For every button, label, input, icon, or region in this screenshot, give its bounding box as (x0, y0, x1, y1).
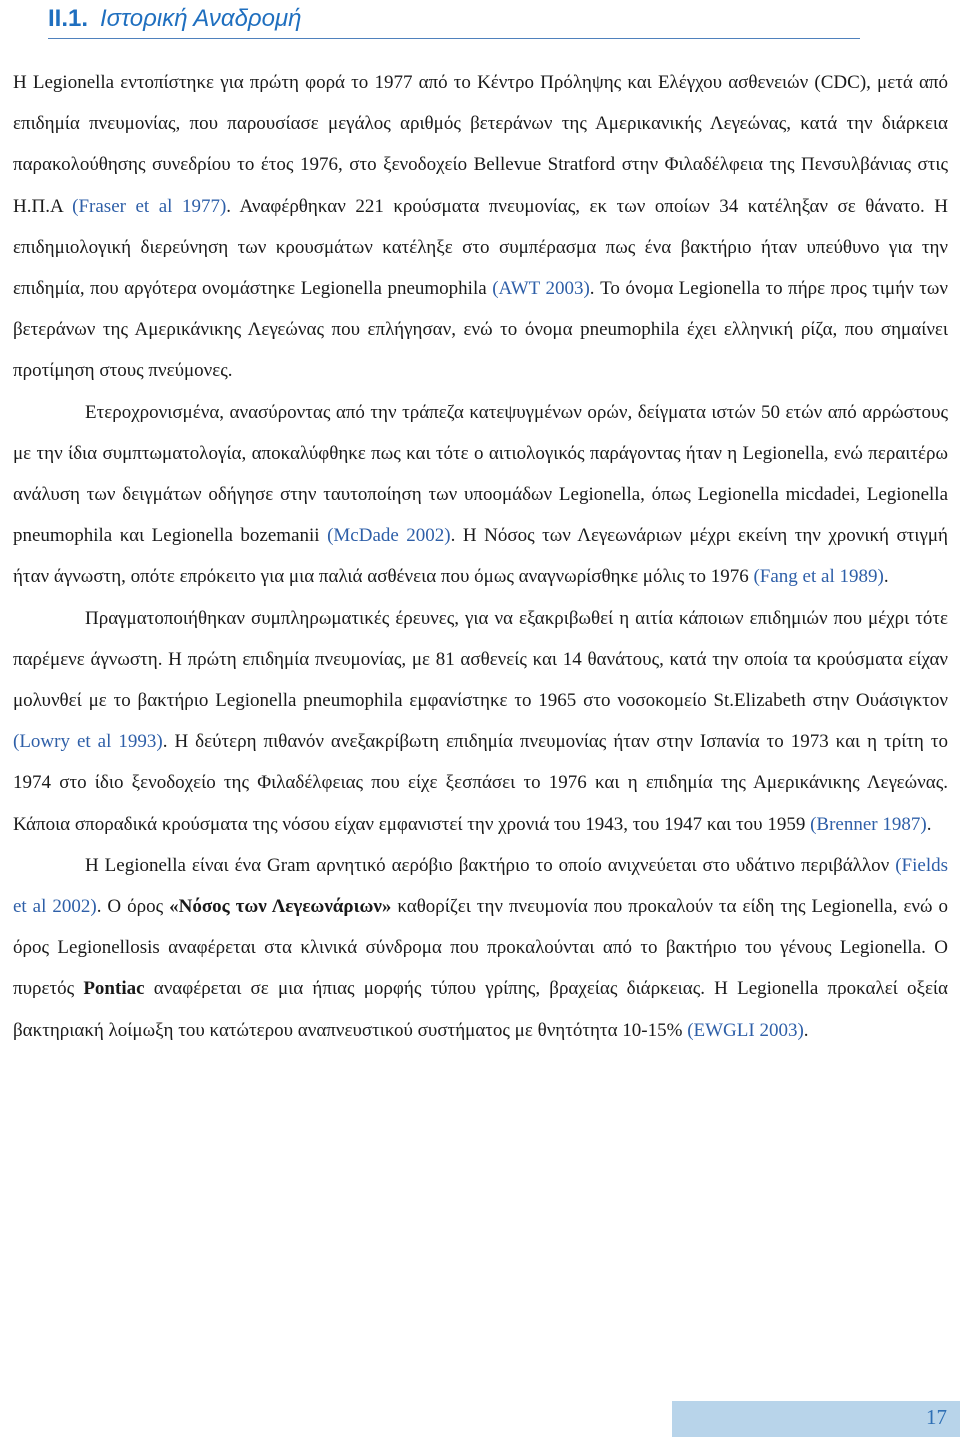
citation: (Fraser et al 1977) (72, 195, 227, 217)
page-number: 17 (926, 1405, 947, 1429)
citation: (Fields et al 2002) (13, 854, 948, 918)
body-text (13, 62, 948, 1051)
text-run: . (926, 813, 932, 835)
paragraph (13, 392, 948, 598)
text-run: καθορίζει την πνευμονία που προκαλούν τα είδη της Legionella, ενώ ο όρος Legionellosis αναφέρεται στα κλινικά σύνδρομα που προκαλούνται από το βακτήριο του γένους Legionella. Ο πυρετός (13, 896, 948, 1000)
text-run: . (803, 1019, 809, 1041)
citation: (Lowry et al 1993) (13, 731, 163, 753)
section-title: Ιστορική Αναδρομή (100, 5, 302, 32)
text-run: . Αναφέρθηκαν 221 κρούσματα πνευμονίας, εκ των οποίων 34 κατέληξαν σε θάνατο. Η επιδημιολογική διερεύνηση των κρουσμάτων κατέληξε στο συμπέρασμα πως ένα βακτήριο ήταν υπεύθυνο για την επιδημία, που αργότερα ονομάστηκε Legionella pneumophila (13, 195, 948, 300)
text-run: Η Legionella εντοπίστηκε για πρώτη φορά το 1977 από το Κέντρο Πρόληψης και Ελέγχου ασθενειών (CDC), μετά από επιδημία πνευμονίας, που παρουσίασε μεγάλος αριθμός βετεράνων της Αμερικανικής Λεγεώνας, κατά την διάρκεια παρακολούθησης συνεδρίου το έτος 1976, στο ξενοδοχείο Bellevue Stratford στην Φιλαδέλφεια της Πενσυλβάνιας στις Η.Π.Α (13, 72, 948, 217)
paragraph (13, 845, 948, 1051)
text-run: . Η δεύτερη πιθανόν ανεξακρίβωτη επιδημία πνευμονίας ήταν στην Ισπανία το 1973 και η τρίτη το 1974 στο ίδιο ξενοδοχείο της Φιλαδέλφειας που είχε ξεσπάσει το 1976 και η επιδημία της Αμερικάνικης Λεγεώνας. Κάποια σποραδικά κρούσματα της νόσου είχαν εμφανιστεί την χρονιά του 1943, του 1947 και του 1959 (13, 731, 948, 835)
text-run: Ετεροχρονισμένα, ανασύροντας από την τράπεζα κατεψυγμένων ορών, δείγματα ιστών 50 ετών από αρρώστους με την ίδια συμπτωματολογία, αποκαλύφθηκε πως και τότε ο αιτιολογικός παράγοντας ήταν η Legionella, ενώ περαιτέρω ανάλυση των δειγμάτων οδήγησε στην ταυτοποίηση των υποομάδων Legionella, όπως Legionella micdadei, Legionella pneumophila και Legionella bozemanii (13, 401, 948, 547)
bold-term: Pontiac (83, 978, 145, 1000)
paragraph (13, 62, 948, 392)
citation: (Brenner 1987) (810, 813, 927, 835)
citation: (AWT 2003) (492, 278, 590, 300)
text-run: Η Legionella είναι ένα Gram αρνητικό αερόβιο βακτήριο το οποίο ανιχνεύεται στο υδάτινο περιβάλλον (85, 854, 896, 876)
text-run: . Η Νόσος των Λεγεωνάριων μέχρι εκείνη την χρονική στιγμή ήταν άγνωστη, οπότε επρόκειτο για μια παλιά ασθένεια που όμως αναγνωρίσθηκε μόλις το 1976 (13, 525, 948, 588)
text-run: . Ο όρος (96, 896, 170, 918)
bold-term: «Νόσος των Λεγεωνάριων» (169, 896, 392, 918)
text-run: . Το όνομα Legionella το πήρε προς τιμήν των βετεράνων της Αμερικάνικης Λεγεώνας που επλήγησαν, ενώ το όνομα pneumophila έχει ελληνική ρίζα, που σημαίνει προτίμηση στους πνεύμονες. (13, 278, 948, 382)
text-run: . (883, 566, 889, 588)
section-heading (48, 0, 860, 39)
paragraph (13, 598, 948, 845)
section-number: II.1. (48, 5, 89, 32)
footer-band (672, 1401, 960, 1437)
text-run: Πραγματοποιήθηκαν συμπληρωματικές έρευνες, για να εξακριβωθεί η αιτία κάποιων επιδημιών που μέχρι τότε παρέμενε άγνωστη. Η πρώτη επιδημία πνευμονίας, με 81 ασθενείς και 14 θανάτους, κατά την οποία τα κρούσματα είχαν μολυνθεί με το βακτήριο Legionella pneumophila εμφανίστηκε το 1965 στο νοσοκομείο St.Elizabeth στην Ουάσιγκτον (13, 607, 948, 712)
citation: (EWGLI 2003) (687, 1019, 804, 1041)
text-run: αναφέρεται σε μια ήπιας μορφής τύπου γρίπης, βραχείας διάρκειας. Η Legionella προκαλεί οξεία βακτηριακή λοίμωξη του κατώτερου αναπνευστικού συστήματος με θνητότητα 10-15% (13, 978, 949, 1041)
citation: (Fang et al 1989) (753, 566, 884, 588)
citation: (McDade 2002) (327, 525, 451, 547)
